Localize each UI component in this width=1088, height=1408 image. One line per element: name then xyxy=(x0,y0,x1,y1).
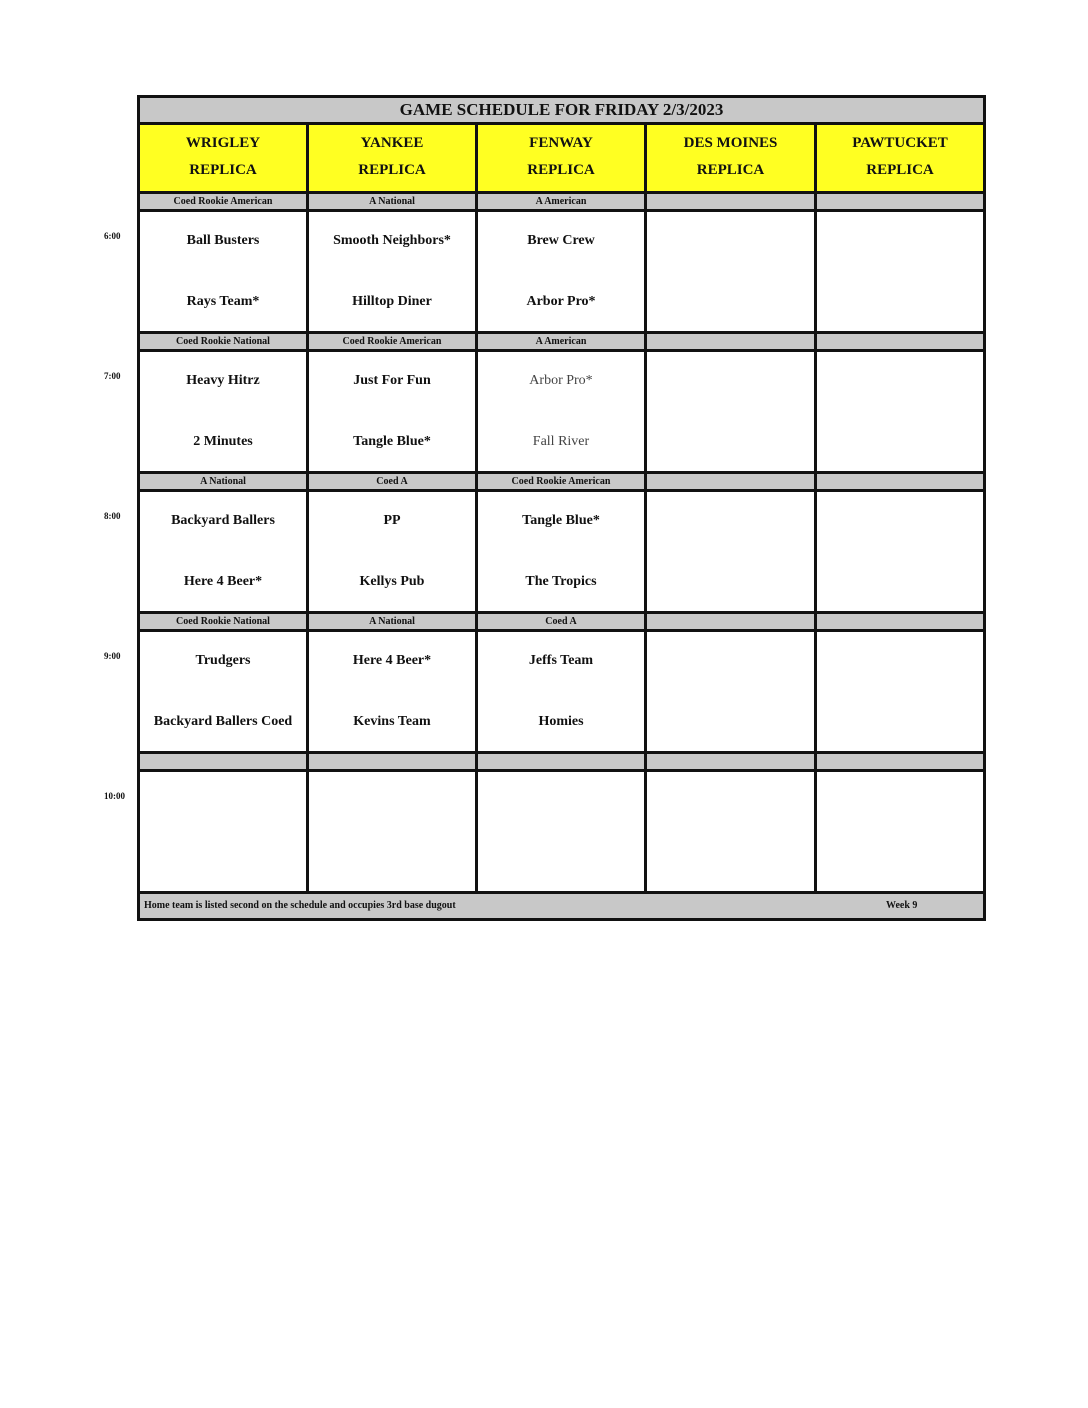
home-team: Arbor Pro* xyxy=(526,294,596,309)
row-divider xyxy=(140,349,983,352)
venue-name: YANKEE xyxy=(360,135,424,151)
venue-sub: REPLICA xyxy=(527,162,595,178)
division-band: A National xyxy=(309,194,475,209)
division-band xyxy=(647,614,814,629)
away-team: Just For Fun xyxy=(353,373,431,388)
venue-name: FENWAY xyxy=(529,135,593,151)
division-band xyxy=(647,194,814,209)
division-band xyxy=(140,754,306,769)
home-team: The Tropics xyxy=(525,574,597,589)
away-team: Trudgers xyxy=(195,653,251,668)
division-band: Coed A xyxy=(478,614,644,629)
venue-sub: REPLICA xyxy=(358,162,426,178)
away-team: Jeffs Team xyxy=(528,653,594,668)
home-team: Rays Team* xyxy=(186,294,260,309)
away-team: Backyard Ballers xyxy=(171,513,275,528)
venue-name: WRIGLEY xyxy=(185,135,261,151)
away-team: Here 4 Beer* xyxy=(352,653,432,668)
away-team: Heavy Hitrz xyxy=(186,373,260,388)
home-team: 2 Minutes xyxy=(193,434,253,449)
venue-header xyxy=(647,125,814,194)
home-team: Kellys Pub xyxy=(359,574,425,589)
division-band xyxy=(478,754,644,769)
division-band: Coed Rookie American xyxy=(478,474,644,489)
home-team: Here 4 Beer* xyxy=(183,574,263,589)
home-team: Homies xyxy=(538,714,584,729)
home-team: Tangle Blue* xyxy=(353,434,431,449)
schedule-footer xyxy=(140,894,983,918)
home-team: Hilltop Diner xyxy=(352,294,432,309)
division-band: A American xyxy=(478,194,644,209)
division-band xyxy=(647,754,814,769)
home-team: Backyard Ballers Coed xyxy=(153,714,293,729)
venue-sub: REPLICA xyxy=(696,162,765,178)
away-team: Brew Crew xyxy=(527,233,595,248)
away-team: Arbor Pro* xyxy=(529,373,593,388)
time-label: 10:00 xyxy=(104,791,125,801)
time-label: 9:00 xyxy=(104,651,121,661)
venue-sub: REPLICA xyxy=(189,162,257,178)
division-band xyxy=(817,754,983,769)
time-label: 8:00 xyxy=(104,511,121,521)
row-divider xyxy=(140,489,983,492)
venue-header xyxy=(478,125,644,194)
division-band xyxy=(647,474,814,489)
row-divider xyxy=(140,209,983,212)
division-band xyxy=(309,754,475,769)
division-band: Coed Rookie American xyxy=(309,334,475,349)
week-label: Week 9 xyxy=(886,900,918,911)
home-team: Fall River xyxy=(532,434,590,449)
schedule-title: GAME SCHEDULE FOR FRIDAY 2/3/2023 xyxy=(140,98,983,125)
home-team-note: Home team is listed second on the schedule and occupies 3rd base dugout xyxy=(144,900,456,911)
division-band xyxy=(817,194,983,209)
division-band: Coed Rookie National xyxy=(140,334,306,349)
schedule-table xyxy=(137,95,986,921)
division-band xyxy=(817,334,983,349)
division-band: Coed Rookie National xyxy=(140,614,306,629)
away-team: Ball Busters xyxy=(186,233,260,248)
venue-name: DES MOINES xyxy=(683,135,778,151)
row-divider xyxy=(140,769,983,772)
venue-header xyxy=(817,125,983,194)
division-band: A National xyxy=(140,474,306,489)
away-team: Tangle Blue* xyxy=(522,513,600,528)
venue-header xyxy=(140,125,306,194)
column-divider xyxy=(814,125,817,891)
column-divider xyxy=(644,125,647,891)
time-label: 7:00 xyxy=(104,371,121,381)
division-band: A National xyxy=(309,614,475,629)
venue-name: PAWTUCKET xyxy=(852,135,948,151)
time-label: 6:00 xyxy=(104,231,121,241)
away-team: PP xyxy=(383,513,401,528)
away-team: Smooth Neighbors* xyxy=(333,233,451,248)
division-band: A American xyxy=(478,334,644,349)
venue-header xyxy=(309,125,475,194)
division-band xyxy=(647,334,814,349)
venue-sub: REPLICA xyxy=(866,162,934,178)
home-team: Kevins Team xyxy=(353,714,431,729)
row-divider xyxy=(140,891,983,894)
division-band xyxy=(817,474,983,489)
division-band xyxy=(817,614,983,629)
row-divider xyxy=(140,629,983,632)
division-band: Coed A xyxy=(309,474,475,489)
division-band: Coed Rookie American xyxy=(140,194,306,209)
